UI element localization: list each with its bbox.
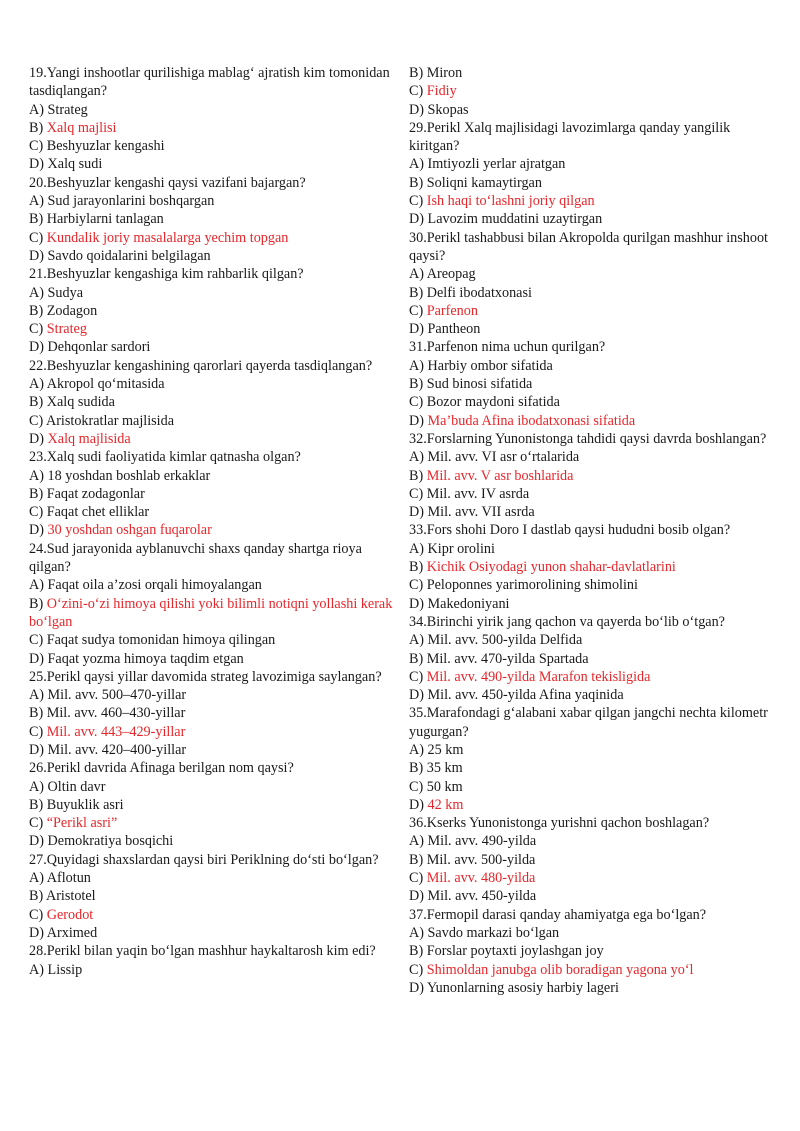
answer-option [409, 887, 777, 905]
option-text: Forslar poytaxti joylashgan joy [426, 943, 604, 960]
question-block [29, 942, 395, 979]
option-letter: A) [29, 687, 44, 704]
option-text: Savdo markazi bo‘lgan [427, 924, 560, 941]
option-letter: B) [409, 650, 424, 667]
option-text: 50 km [426, 778, 463, 795]
option-letter: C) [409, 870, 424, 887]
option-letter: D) [409, 796, 424, 813]
option-letter: B) [409, 851, 424, 868]
answer-option [29, 101, 395, 119]
option-letter: A) [409, 741, 424, 758]
option-text: Beshyuzlar kengashi [46, 138, 165, 155]
answer-option-correct [409, 869, 777, 887]
option-letter: C) [409, 394, 424, 411]
option-letter: B) [29, 394, 44, 411]
question-block [409, 229, 777, 339]
answer-option-correct [29, 430, 395, 448]
answer-option-correct [29, 814, 395, 832]
answer-option [29, 393, 395, 411]
answer-option-correct [29, 595, 395, 632]
option-text: Strateg [47, 101, 88, 118]
option-letter: A) [409, 924, 424, 941]
option-text: Harbiylarni tanlagan [46, 211, 164, 228]
question-block [409, 704, 777, 814]
option-text: Mil. avv. IV asrda [426, 485, 530, 502]
option-text: 35 km [426, 760, 463, 777]
answer-option [409, 284, 777, 302]
option-letter: C) [29, 412, 44, 429]
answer-option [29, 631, 395, 649]
question-text: 28.Perikl bilan yaqin bo‘lgan mashhur haykaltarosh kim edi? [29, 943, 376, 960]
option-text: Sud jarayonlarini boshqargan [47, 193, 215, 210]
option-letter: A) [409, 266, 424, 283]
answer-option [409, 64, 777, 82]
option-letter: D) [409, 687, 424, 704]
answer-option [29, 778, 395, 796]
option-text: Soliqni kamaytirgan [426, 174, 542, 191]
question-text: 22.Beshyuzlar kengashining qarorlari qayerda tasdiqlangan? [29, 357, 373, 374]
answer-option [409, 540, 777, 558]
option-text: Miron [426, 65, 463, 81]
option-letter: D) [29, 247, 44, 264]
option-letter: B) [29, 485, 44, 502]
option-letter: C) [29, 815, 44, 832]
option-text: Makedoniyani [427, 595, 510, 612]
option-letter: A) [409, 357, 424, 374]
question-text: 33.Fors shohi Doro I dastlab qaysi hududni bosib olgan? [409, 522, 731, 539]
answer-option [409, 448, 777, 466]
option-letter: A) [409, 540, 424, 557]
question-block [409, 814, 777, 905]
option-text: Kundalik joriy masalalarga yechim topgan [46, 229, 289, 246]
answer-option [409, 101, 777, 119]
option-letter: B) [409, 376, 424, 393]
option-letter: A) [409, 833, 424, 850]
option-text: Ma’buda Afina ibodatxonasi sifatida [427, 412, 636, 429]
option-letter: A) [29, 284, 44, 301]
question-block [409, 613, 777, 704]
option-text: Kichik Osiyodagi yunon shahar-davlatlarini [426, 559, 676, 576]
option-text: Mil. avv. VI asr o‘rtalarida [427, 449, 580, 466]
option-letter: D) [29, 430, 44, 447]
option-letter: D) [29, 156, 44, 173]
option-text: Xalq majlisi [46, 119, 117, 136]
option-letter: D) [29, 833, 44, 850]
option-letter: B) [409, 467, 424, 484]
option-letter: A) [409, 632, 424, 649]
option-text: Mil. avv. 490-yilda [427, 833, 537, 850]
option-text: Faqat oila a’zosi orqali himoyalangan [47, 577, 262, 594]
answer-option [409, 210, 777, 228]
question-text: 26.Perikl davrida Afinaga berilgan nom qaysi? [29, 760, 294, 777]
left-column [29, 64, 395, 979]
question-block [29, 668, 395, 759]
question-block [29, 64, 395, 174]
answer-option-correct [409, 192, 777, 210]
option-text: Savdo qoidalarini belgilagan [47, 247, 211, 264]
question-block [29, 174, 395, 265]
option-letter: D) [409, 321, 424, 338]
answer-option-correct [409, 796, 777, 814]
option-letter: C) [409, 961, 424, 978]
option-text: Xalq sudi [47, 156, 103, 173]
option-text: Skopas [427, 101, 469, 118]
option-text: Dehqonlar sardori [47, 339, 151, 356]
option-text: Oltin davr [47, 778, 106, 795]
answer-option [29, 485, 395, 503]
option-text: Mil. avv. 460–430-yillar [46, 705, 186, 722]
option-letter: B) [409, 65, 424, 81]
answer-option [409, 576, 777, 594]
answer-option-correct [29, 119, 395, 137]
answer-option [409, 650, 777, 668]
question-block [409, 338, 777, 429]
option-text: Mil. avv. 470-yilda Spartada [426, 650, 589, 667]
question-text: 36.Kserks Yunonistonga yurishni qachon boshlagan? [409, 815, 710, 832]
question-block [29, 540, 395, 668]
option-text: Aflotun [46, 870, 91, 887]
option-letter: B) [409, 174, 424, 191]
option-letter: D) [409, 211, 424, 228]
option-letter: B) [409, 559, 424, 576]
answer-option [409, 759, 777, 777]
option-text: Mil. avv. 490-yilda Marafon tekisligida [426, 668, 651, 685]
answer-option [29, 338, 395, 356]
option-letter: D) [29, 924, 44, 941]
option-letter: C) [409, 577, 424, 594]
option-text: 30 yoshdan oshgan fuqarolar [47, 522, 212, 539]
option-letter: C) [29, 906, 44, 923]
answer-option [29, 887, 395, 905]
option-text: O‘zini-o‘zi himoya qilishi yoki bilimli notiqni yollashi kerak bo‘lgan [29, 595, 393, 630]
option-letter: C) [29, 632, 44, 649]
answer-option [29, 961, 395, 979]
question-text: 20.Beshyuzlar kengashi qaysi vazifani bajargan? [29, 174, 306, 191]
answer-option [409, 832, 777, 850]
question-text: 29.Perikl Xalq majlisidagi lavozimlarga qanday yangilik kiritgan? [409, 119, 731, 155]
question-text: 35.Marafondagi g‘alabani xabar qilgan jangchi nechta kilometr yugurgan? [409, 705, 768, 740]
option-text: Parfenon [426, 302, 478, 319]
option-text: Faqat chet elliklar [46, 504, 150, 521]
option-text: Bozor maydoni sifatida [426, 394, 560, 411]
answer-option [29, 412, 395, 430]
answer-option [409, 357, 777, 375]
option-text: Sudya [47, 284, 83, 301]
option-letter: D) [409, 504, 424, 521]
answer-option [29, 302, 395, 320]
option-text: Imtiyozli yerlar ajratgan [427, 156, 566, 173]
answer-option [29, 832, 395, 850]
option-letter: B) [29, 119, 44, 136]
option-text: Ish haqi to‘lashni joriy qilgan [426, 193, 595, 210]
question-text: 19.Yangi inshootlar qurilishiga mablag‘ ajratish kim tomonidan tasdiqlangan? [29, 65, 390, 100]
question-block [29, 448, 395, 539]
option-letter: C) [409, 193, 424, 210]
option-letter: C) [29, 321, 44, 338]
option-letter: B) [29, 595, 44, 612]
option-letter: A) [29, 376, 44, 393]
option-letter: C) [29, 138, 44, 155]
option-text: Aristotel [45, 888, 96, 905]
option-text: Mil. avv. 450-yilda Afina yaqinida [427, 687, 624, 704]
option-text: Xalq sudida [46, 394, 115, 411]
option-letter: B) [29, 796, 44, 813]
answer-option [29, 503, 395, 521]
option-letter: C) [409, 302, 424, 319]
option-text: Xalq majlisida [47, 430, 131, 447]
answer-option [409, 393, 777, 411]
option-text: Demokratiya bosqichi [47, 833, 174, 850]
question-text: 24.Sud jarayonida ayblanuvchi shaxs qanday shartga rioya qilgan? [29, 540, 362, 576]
question-block [409, 430, 777, 521]
answer-option [29, 155, 395, 173]
answer-option [29, 704, 395, 722]
option-text: Harbiy ombor sifatida [427, 357, 553, 374]
option-text: Kipr orolini [427, 540, 495, 557]
option-letter: C) [29, 229, 44, 246]
option-letter: A) [29, 577, 44, 594]
question-text: 25.Perikl qaysi yillar davomida strateg lavozimiga saylangan? [29, 668, 382, 685]
answer-option [409, 265, 777, 283]
answer-option [29, 796, 395, 814]
answer-option [409, 924, 777, 942]
option-text: Strateg [46, 321, 87, 338]
option-text: Lavozim muddatini uzaytirgan [427, 211, 603, 228]
right-column [409, 64, 777, 997]
option-text: Sud binosi sifatida [426, 376, 533, 393]
answer-option [409, 155, 777, 173]
answer-option-correct [29, 521, 395, 539]
option-text: Pantheon [427, 321, 481, 338]
option-letter: B) [29, 705, 44, 722]
option-letter: D) [409, 101, 424, 118]
option-text: Mil. avv. VII asrda [427, 504, 535, 521]
option-letter: A) [29, 870, 44, 887]
answer-option [409, 485, 777, 503]
question-text: 27.Quyidagi shaxslardan qaysi biri Periklning do‘sti bo‘lgan? [29, 851, 379, 868]
option-text: Yunonlarning asosiy harbiy lageri [427, 979, 619, 996]
option-letter: D) [409, 595, 424, 612]
answer-option [409, 851, 777, 869]
answer-option [29, 247, 395, 265]
answer-option [29, 375, 395, 393]
option-letter: C) [29, 723, 44, 740]
option-text: Mil. avv. 500-yilda [426, 851, 536, 868]
answer-option [29, 192, 395, 210]
option-text: Areopag [426, 266, 476, 283]
option-letter: A) [409, 449, 424, 466]
question-text: 21.Beshyuzlar kengashiga kim rahbarlik qilgan? [29, 266, 304, 283]
option-letter: C) [409, 778, 424, 795]
option-text: Faqat sudya tomonidan himoya qilingan [46, 632, 276, 649]
option-text: Shimoldan janubga olib boradigan yagona yo‘l [426, 961, 694, 978]
answer-option [409, 595, 777, 613]
answer-option [29, 686, 395, 704]
answer-option-correct [409, 467, 777, 485]
option-letter: B) [409, 284, 424, 301]
option-text: Peloponnes yarimorolining shimolini [426, 577, 638, 594]
option-letter: D) [409, 888, 424, 905]
option-text: Zodagon [46, 302, 98, 319]
answer-option [409, 631, 777, 649]
answer-option [29, 137, 395, 155]
option-letter: D) [29, 650, 44, 667]
option-letter: A) [29, 193, 44, 210]
option-letter: D) [29, 741, 44, 758]
option-letter: D) [29, 339, 44, 356]
answer-option [409, 174, 777, 192]
answer-option-correct [409, 961, 777, 979]
option-text: “Perikl asri” [46, 815, 118, 832]
option-text: Buyuklik asri [46, 796, 124, 813]
question-block [409, 521, 777, 612]
option-letter: D) [409, 412, 424, 429]
option-text: 42 km [427, 796, 464, 813]
answer-option [29, 650, 395, 668]
option-text: 25 km [427, 741, 464, 758]
option-text: Mil. avv. V asr boshlarida [426, 467, 574, 484]
option-letter: C) [409, 83, 424, 100]
option-text: Mil. avv. 450-yilda [427, 888, 537, 905]
answer-option-correct [29, 229, 395, 247]
option-text: Delfi ibodatxonasi [426, 284, 532, 301]
option-letter: A) [29, 961, 44, 978]
option-text: Faqat zodagonlar [46, 485, 145, 502]
option-letter: D) [29, 522, 44, 539]
option-text: Aristokratlar majlisida [45, 412, 175, 429]
question-text: 23.Xalq sudi faoliyatida kimlar qatnasha olgan? [29, 449, 301, 466]
option-letter: A) [409, 156, 424, 173]
answer-option [409, 979, 777, 997]
option-text: Mil. avv. 480-yilda [426, 870, 536, 887]
option-text: Mil. avv. 500-yilda Delfida [427, 632, 583, 649]
option-letter: C) [409, 485, 424, 502]
answer-option [409, 375, 777, 393]
option-text: Mil. avv. 443–429-yillar [46, 723, 186, 740]
option-text: Mil. avv. 500–470-yillar [47, 687, 187, 704]
answer-option [29, 284, 395, 302]
answer-option [29, 924, 395, 942]
answer-option-correct [29, 320, 395, 338]
answer-option [409, 778, 777, 796]
question-block [409, 64, 777, 119]
answer-option-correct [409, 558, 777, 576]
option-text: Mil. avv. 420–400-yillar [47, 741, 187, 758]
option-letter: A) [29, 101, 44, 118]
answer-option [409, 741, 777, 759]
option-letter: B) [29, 888, 44, 905]
answer-option-correct [409, 412, 777, 430]
option-text: Lissip [47, 961, 83, 978]
option-letter: A) [29, 778, 44, 795]
question-block [29, 759, 395, 850]
question-text: 34.Birinchi yirik jang qachon va qayerda bo‘lib o‘tgan? [409, 613, 725, 630]
option-letter: B) [409, 943, 424, 960]
question-text: 37.Fermopil darasi qanday ahamiyatga ega bo‘lgan? [409, 906, 707, 923]
answer-option-correct [409, 668, 777, 686]
option-text: Akropol qo‘mitasida [46, 376, 165, 393]
answer-option-correct [409, 302, 777, 320]
answer-option [409, 320, 777, 338]
question-block [409, 906, 777, 997]
question-text: 30.Perikl tashabbusi bilan Akropolda qurilgan mashhur inshoot qaysi? [409, 229, 768, 264]
option-text: Fidiy [426, 83, 457, 100]
question-block [29, 357, 395, 448]
question-block [409, 119, 777, 229]
answer-option [29, 210, 395, 228]
answer-option [29, 467, 395, 485]
option-letter: A) [29, 467, 44, 484]
answer-option-correct [409, 82, 777, 100]
answer-option [409, 503, 777, 521]
option-letter: D) [409, 979, 424, 996]
question-block [29, 851, 395, 942]
answer-option [29, 741, 395, 759]
option-text: Gerodot [46, 906, 94, 923]
option-text: Faqat yozma himoya taqdim etgan [47, 650, 244, 667]
answer-option [409, 686, 777, 704]
option-text: Arximed [46, 924, 98, 941]
option-letter: B) [409, 760, 424, 777]
question-text: 31.Parfenon nima uchun qurilgan? [409, 339, 606, 356]
option-letter: C) [409, 668, 424, 685]
answer-option [409, 942, 777, 960]
option-letter: C) [29, 504, 44, 521]
option-letter: B) [29, 211, 44, 228]
question-text: 32.Forslarning Yunonistonga tahdidi qaysi davrda boshlangan? [409, 430, 767, 447]
answer-option-correct [29, 906, 395, 924]
option-text: 18 yoshdan boshlab erkaklar [47, 467, 211, 484]
answer-option-correct [29, 723, 395, 741]
answer-option [29, 869, 395, 887]
question-block [29, 265, 395, 356]
option-letter: B) [29, 302, 44, 319]
answer-option [29, 576, 395, 594]
